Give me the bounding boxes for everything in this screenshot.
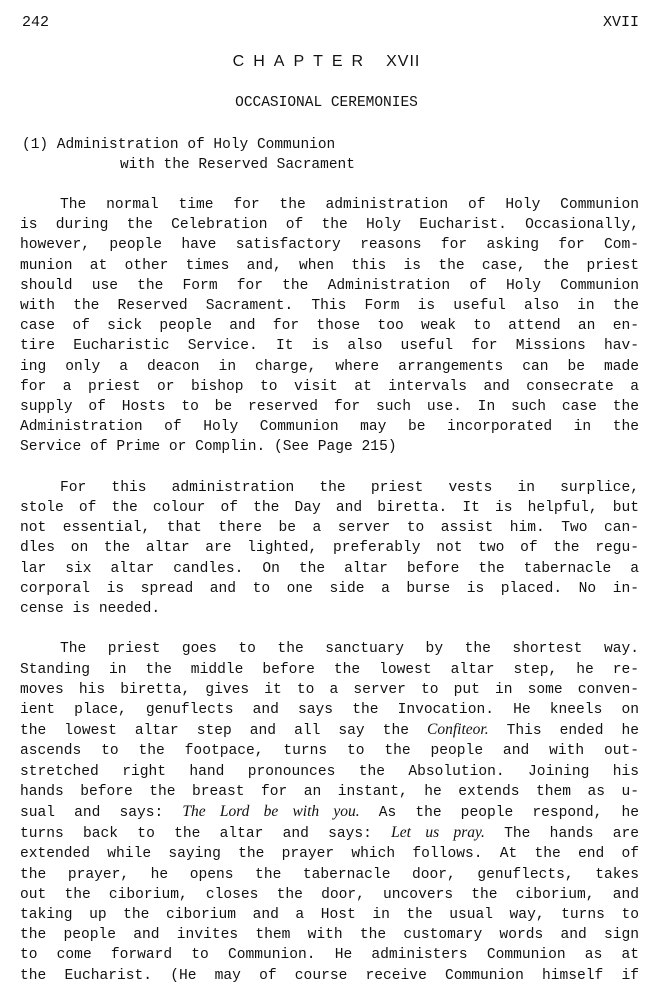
italic-term: Confiteor. bbox=[427, 721, 489, 739]
text-line: The priest goes to the sanctuary by the shortest way. bbox=[60, 641, 639, 658]
paragraph-1 bbox=[20, 195, 639, 458]
text-segment: The hands are bbox=[484, 826, 639, 843]
text-line: is during the Celebration of the Holy Eucharist. Occasionally, bbox=[20, 217, 639, 234]
text-segment: turns back to the altar and says: bbox=[20, 826, 392, 843]
text-line: the Eucharist. (He may of course receive Communion himself if bbox=[20, 967, 639, 984]
body-text bbox=[20, 195, 639, 1006]
chapter-title: OCCASIONAL CEREMONIES bbox=[235, 95, 418, 111]
text-line: hands before the breast for an instant, he extends them as u- bbox=[20, 783, 639, 800]
text-line: extended while saying the prayer which follows. At the end of bbox=[20, 846, 639, 863]
text-line: to come forward to Communion. He administers Communion as at bbox=[20, 947, 639, 964]
text-line: corporal is spread and to one side a burse is placed. No in- bbox=[20, 580, 639, 597]
text-line: out the ciborium, closes the door, uncovers the ciborium, and bbox=[20, 886, 639, 903]
text-line: munion at other times and, when this is the case, the priest bbox=[20, 257, 639, 274]
text-line bbox=[20, 823, 639, 844]
text-line: should use the Form for the Administration of Holy Communion bbox=[20, 277, 639, 294]
text-line: ascends to the footpace, turns to the people and with out- bbox=[20, 743, 639, 760]
text-line: not essential, that there be a server to assist him. Two can- bbox=[20, 520, 639, 537]
text-line: Administration of Holy Communion may be incorporated in the bbox=[20, 419, 639, 436]
text-line: however, people have satisfactory reasons for asking for Com- bbox=[20, 237, 639, 254]
text-line: lar six altar candles. On the altar before the tabernacle a bbox=[20, 560, 639, 577]
section-heading-line-1: (1) Administration of Holy Communion bbox=[22, 137, 336, 153]
text-segment: sual and says: bbox=[20, 805, 183, 822]
chapter-word: CHAPTER bbox=[232, 53, 373, 70]
text-segment: the lowest altar step and all say the bbox=[20, 723, 427, 740]
chapter-reference: XVII bbox=[602, 14, 639, 31]
italic-phrase: Let us pray. bbox=[391, 824, 485, 842]
chapter-heading bbox=[0, 52, 653, 72]
text-line: the people and invites them with the customary words and sign bbox=[20, 927, 639, 944]
text-line: stretched right hand pronounces the Absolution. Joining his bbox=[20, 763, 639, 780]
page-number: 242 bbox=[22, 14, 50, 31]
text-line: moves his biretta, gives it to a server to put in some conven- bbox=[20, 681, 639, 698]
text-segment: This ended he bbox=[488, 723, 640, 740]
text-line: ing only a deacon in charge, where arrangements can be made bbox=[20, 358, 639, 375]
running-header bbox=[22, 12, 639, 34]
text-line: case of sick people and for those too weak to attend an en- bbox=[20, 318, 639, 335]
section-heading bbox=[22, 135, 355, 175]
text-line: stole of the colour of the Day and biretta. It is helpful, but bbox=[20, 500, 639, 517]
italic-phrase: The Lord be with you. bbox=[182, 803, 360, 821]
text-line: the prayer, he opens the tabernacle door, genuflects, takes bbox=[20, 866, 639, 883]
text-line: Service of Prime or Complin. (See Page 215) bbox=[20, 439, 397, 456]
text-line: taking up the ciborium and a Host in the usual way, turns to bbox=[20, 907, 639, 924]
paragraph-3 bbox=[20, 639, 639, 985]
text-line: supply of Hosts to be reserved for such use. In such case the bbox=[20, 399, 639, 416]
text-line: For this administration the priest vests in surplice, bbox=[60, 479, 639, 496]
text-line bbox=[20, 720, 639, 741]
text-line: cense is needed. bbox=[20, 601, 161, 618]
text-line: for a priest or bishop to visit at intervals and consecrate a bbox=[20, 378, 639, 395]
text-line: tire Eucharistic Service. It is also useful for Missions hav- bbox=[20, 338, 639, 355]
section-heading-line-2: with the Reserved Sacrament bbox=[120, 157, 355, 173]
text-line: Standing in the middle before the lowest altar step, he re- bbox=[20, 661, 639, 678]
chapter-number: XVII bbox=[386, 53, 421, 70]
text-line: The normal time for the administration of Holy Communion bbox=[60, 197, 639, 213]
text-line: dles on the altar are lighted, preferably not two of the regu- bbox=[20, 540, 639, 557]
text-line: with the Reserved Sacrament. This Form is useful also in the bbox=[20, 298, 639, 315]
text-line: ient place, genuflects and says the Invocation. He kneels on bbox=[20, 702, 639, 719]
text-line bbox=[20, 802, 639, 823]
paragraph-2 bbox=[20, 478, 639, 619]
text-segment: As the people respond, he bbox=[359, 805, 639, 822]
